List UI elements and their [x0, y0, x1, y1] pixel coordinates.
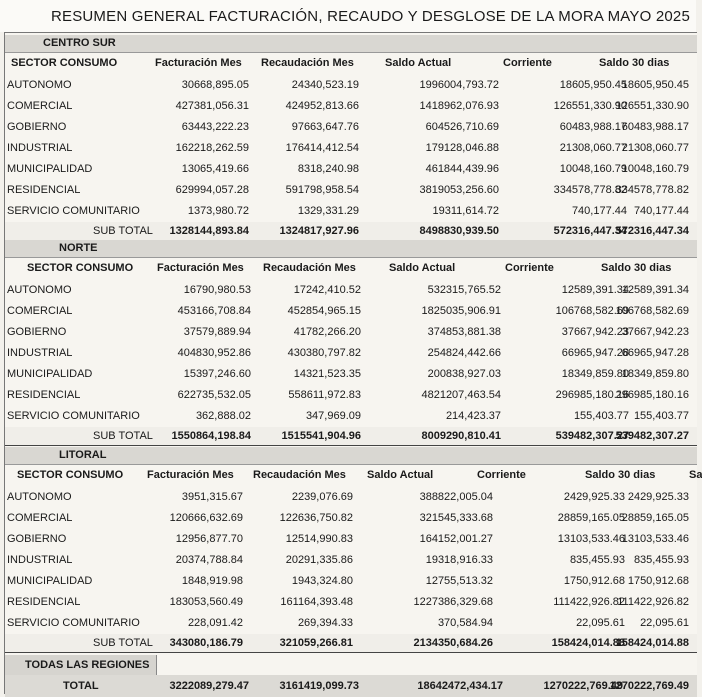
cell-value: 374853,881.38 [427, 326, 501, 338]
column-header: Saldo 30 dias [601, 262, 672, 274]
cell-value: 18349,859.80 [621, 368, 689, 380]
cell-value: 13103,533.46 [557, 533, 625, 545]
column-header-row [5, 53, 697, 73]
subtotal-row [5, 634, 697, 653]
sector-label: SERVICIO COMUNITARIO [7, 410, 140, 422]
subtotal-value: 1328144,893.84 [169, 225, 249, 237]
table-row [5, 201, 697, 222]
total-value: 3161419,099.73 [279, 680, 359, 692]
sector-label: GOBIERNO [7, 533, 67, 545]
cell-value: 453166,708.84 [177, 305, 251, 317]
cell-value: 126551,330.90 [553, 100, 627, 112]
sector-label: COMERCIAL [7, 100, 73, 112]
cell-value: 404830,952.86 [177, 347, 251, 359]
subtotal-value: 1550864,198.84 [171, 430, 251, 442]
table-row [5, 529, 697, 550]
cell-value: 1418962,076.93 [419, 100, 499, 112]
subtotal-value: 572316,447.34 [615, 225, 689, 237]
cell-value: 1329,331.29 [297, 205, 359, 217]
cell-value: 155,403.77 [573, 410, 629, 422]
cell-value: 269,394.33 [297, 617, 353, 629]
cell-value: 532315,765.52 [427, 284, 501, 296]
cell-value: 12589,391.34 [621, 284, 689, 296]
cell-value: 334578,778.82 [553, 184, 627, 196]
region-name: NORTE [59, 242, 98, 254]
cell-value: 164152,001.27 [419, 533, 493, 545]
subtotal-value: 343080,186.79 [169, 637, 243, 649]
column-header: Saldo Actual [385, 57, 452, 69]
cell-value: 1848,919.98 [181, 575, 243, 587]
subtotal-label: SUB TOTAL [93, 430, 153, 442]
cell-value: 427381,056.31 [175, 100, 249, 112]
column-header: Facturación Mes [157, 262, 244, 274]
table-row [5, 613, 697, 634]
cell-value: 1943,324.80 [291, 575, 353, 587]
sector-label: RESIDENCIAL [7, 389, 81, 401]
sector-label: MUNICIPALIDAD [7, 575, 93, 587]
cell-value: 740,177.44 [633, 205, 689, 217]
cell-value: 629994,057.28 [175, 184, 249, 196]
cell-value: 740,177.44 [571, 205, 627, 217]
cell-value: 296985,180.16 [555, 389, 629, 401]
table-row [5, 180, 697, 201]
sector-label: AUTONOMO [7, 79, 72, 91]
cell-value: 155,403.77 [633, 410, 689, 422]
cell-value: 214,423.37 [445, 410, 501, 422]
subtotal-value: 572316,447.34 [553, 225, 627, 237]
cell-value: 1996004,793.72 [419, 79, 499, 91]
cell-value: 591798,958.54 [285, 184, 359, 196]
cell-value: 28859,165.05 [557, 512, 625, 524]
report-table [4, 32, 702, 694]
cell-value: 176414,412.54 [285, 142, 359, 154]
sector-label: AUTONOMO [7, 491, 72, 503]
sector-label: AUTONOMO [7, 284, 72, 296]
cell-value: 1825035,906.91 [421, 305, 501, 317]
cell-value: 12514,990.83 [285, 533, 353, 545]
column-header: Facturación Mes [147, 469, 234, 481]
grand-total-row [5, 675, 697, 697]
cell-value: 20291,335.86 [285, 554, 353, 566]
region-header [5, 447, 697, 465]
cell-value: 16790,980.53 [183, 284, 251, 296]
cell-value: 66965,947.28 [621, 347, 689, 359]
cell-value: 622735,532.05 [177, 389, 251, 401]
region-header [5, 240, 697, 258]
cell-value: 1750,912.68 [563, 575, 625, 587]
cell-value: 835,455.93 [633, 554, 689, 566]
sector-label: INDUSTRIAL [7, 347, 73, 359]
subtotal-label: SUB TOTAL [93, 637, 153, 649]
cell-value: 370,584.94 [437, 617, 493, 629]
sector-label: MUNICIPALIDAD [7, 163, 93, 175]
cell-value: 37579,889.94 [183, 326, 251, 338]
cell-value: 2429,925.33 [563, 491, 625, 503]
subtotal-value: 8009290,810.41 [421, 430, 501, 442]
column-header: SECTOR CONSUMO [11, 57, 118, 69]
column-header: Saldo 30 dias [585, 469, 656, 481]
column-header: Recaudación Mes [253, 469, 346, 481]
cell-value: 60483,988.17 [621, 121, 689, 133]
cell-value: 10048,160.79 [559, 163, 627, 175]
subtotal-value: 2134350,684.26 [413, 637, 493, 649]
column-header: Corriente [503, 57, 552, 69]
cell-value: 452854,965.15 [287, 305, 361, 317]
all-regions-label: TODAS LAS REGIONES [5, 655, 157, 675]
cell-value: 63443,222.23 [181, 121, 249, 133]
column-header: Recaudación Mes [263, 262, 356, 274]
column-header: Facturación Mes [155, 57, 242, 69]
cell-value: 37667,942.23 [621, 326, 689, 338]
cell-value: 20374,788.84 [175, 554, 243, 566]
table-row [5, 280, 697, 301]
sector-label: SERVICIO COMUNITARIO [7, 617, 140, 629]
cell-value: 106768,582.69 [555, 305, 629, 317]
total-value: 1270222,769.49 [609, 680, 689, 692]
sector-label: GOBIERNO [7, 326, 67, 338]
cell-value: 430380,797.82 [287, 347, 361, 359]
column-header: Corriente [477, 469, 526, 481]
cell-value: 296985,180.16 [615, 389, 689, 401]
subtotal-value: 1324817,927.96 [279, 225, 359, 237]
cell-value: 97663,647.76 [291, 121, 359, 133]
table-row [5, 322, 697, 343]
cell-value: 12956,877.70 [175, 533, 243, 545]
column-header: Corriente [505, 262, 554, 274]
cell-value: 18605,950.45 [621, 79, 689, 91]
table-row [5, 138, 697, 159]
sector-label: RESIDENCIAL [7, 184, 81, 196]
cell-value: 179128,046.88 [425, 142, 499, 154]
cell-value: 347,969.09 [305, 410, 361, 422]
cell-value: 200838,927.03 [427, 368, 501, 380]
cell-value: 13103,533.46 [621, 533, 689, 545]
cell-value: 2429,925.33 [627, 491, 689, 503]
cell-value: 362,888.02 [195, 410, 251, 422]
sector-label: COMERCIAL [7, 305, 73, 317]
cell-value: 122636,750.82 [279, 512, 353, 524]
cell-value: 19311,614.72 [432, 205, 499, 217]
sector-label: MUNICIPALIDAD [7, 368, 93, 380]
table-row [5, 592, 697, 613]
sector-label: SERVICIO COMUNITARIO [7, 205, 140, 217]
table-row [5, 385, 697, 406]
cell-value: 14321,523.35 [293, 368, 361, 380]
cell-value: 12755,513.32 [425, 575, 493, 587]
cell-value: 3819053,256.60 [419, 184, 499, 196]
subtotal-value: 158424,014.88 [551, 637, 625, 649]
region-name: CENTRO SUR [43, 37, 116, 49]
cell-value: 19318,916.33 [425, 554, 493, 566]
sector-label: INDUSTRIAL [7, 142, 73, 154]
sector-label: INDUSTRIAL [7, 554, 73, 566]
cell-value: 111422,926.82 [617, 596, 689, 608]
table-row [5, 508, 697, 529]
region-name: LITORAL [59, 449, 107, 461]
subtotal-value: 8498830,939.50 [419, 225, 499, 237]
cell-value: 3951,315.67 [181, 491, 243, 503]
cell-value: 161164,393.48 [280, 596, 353, 608]
cell-value: 126551,330.90 [615, 100, 689, 112]
column-header-partial: Sa [689, 469, 702, 481]
cell-value: 22,095.61 [576, 617, 625, 629]
cell-value: 162218,262.59 [175, 142, 249, 154]
subtotal-value: 539482,307.27 [555, 430, 629, 442]
cell-value: 60483,988.17 [559, 121, 627, 133]
region-header [5, 35, 697, 53]
cell-value: 183053,560.49 [169, 596, 243, 608]
cell-value: 28859,165.05 [621, 512, 689, 524]
cell-value: 111422,926.82 [553, 596, 625, 608]
subtotal-row [5, 222, 697, 241]
table-row [5, 75, 697, 96]
cell-value: 254824,442.66 [427, 347, 501, 359]
sector-label: RESIDENCIAL [7, 596, 81, 608]
column-header: Saldo Actual [367, 469, 434, 481]
cell-value: 388822,005.04 [419, 491, 493, 503]
table-row [5, 550, 697, 571]
cell-value: 558611,972.83 [288, 389, 361, 401]
cell-value: 22,095.61 [640, 617, 689, 629]
cell-value: 424952,813.66 [285, 100, 359, 112]
cell-value: 21308,060.77 [621, 142, 689, 154]
column-header: SECTOR CONSUMO [27, 262, 134, 274]
table-row [5, 159, 697, 180]
table-row [5, 343, 697, 364]
subtotal-label: SUB TOTAL [93, 225, 153, 237]
cell-value: 18605,950.45 [559, 79, 627, 91]
cell-value: 66965,947.28 [561, 347, 629, 359]
cell-value: 604526,710.69 [425, 121, 499, 133]
cell-value: 37667,942.23 [561, 326, 629, 338]
total-value: 1270222,769.49 [543, 680, 623, 692]
total-value: 3222089,279.47 [169, 680, 249, 692]
cell-value: 30668,895.05 [181, 79, 249, 91]
subtotal-value: 1515541,904.96 [281, 430, 361, 442]
subtotal-value: 158424,014.88 [615, 637, 689, 649]
cell-value: 12589,391.34 [561, 284, 629, 296]
cell-value: 41782,266.20 [293, 326, 361, 338]
cell-value: 18349,859.80 [561, 368, 629, 380]
table-row [5, 487, 697, 508]
cell-value: 4821207,463.54 [421, 389, 501, 401]
column-header: Recaudación Mes [261, 57, 354, 69]
cell-value: 1227386,329.68 [413, 596, 493, 608]
sector-label: COMERCIAL [7, 512, 73, 524]
subtotal-value: 539482,307.27 [615, 430, 689, 442]
sector-label: GOBIERNO [7, 121, 67, 133]
table-row [5, 96, 697, 117]
cell-value: 2239,076.69 [291, 491, 353, 503]
cell-value: 1750,912.68 [627, 575, 689, 587]
cell-value: 228,091.42 [187, 617, 243, 629]
cell-value: 13065,419.66 [181, 163, 249, 175]
column-header-row [5, 465, 702, 485]
cell-value: 10048,160.79 [621, 163, 689, 175]
column-header: SECTOR CONSUMO [17, 469, 124, 481]
column-header-row [5, 258, 697, 278]
cell-value: 106768,582.69 [615, 305, 689, 317]
page-title: RESUMEN GENERAL FACTURACIÓN, RECAUDO Y DESGLOSE DE LA MORA MAYO 2025 [0, 0, 696, 32]
cell-value: 15397,246.60 [183, 368, 251, 380]
cell-value: 321545,333.68 [419, 512, 493, 524]
table-row [5, 406, 697, 427]
table-row [5, 571, 697, 592]
total-label: TOTAL [63, 680, 99, 692]
total-value: 18642472,434.17 [417, 680, 503, 692]
cell-value: 17242,410.52 [293, 284, 361, 296]
cell-value: 8318,240.98 [297, 163, 359, 175]
cell-value: 835,455.93 [569, 554, 625, 566]
cell-value: 21308,060.77 [559, 142, 627, 154]
cell-value: 334578,778.82 [615, 184, 689, 196]
column-header: Saldo 30 dias [599, 57, 670, 69]
table-row [5, 301, 697, 322]
subtotal-row [5, 427, 697, 446]
column-header: Saldo Actual [389, 262, 456, 274]
cell-value: 1373,980.72 [187, 205, 249, 217]
table-row [5, 364, 697, 385]
table-row [5, 117, 697, 138]
cell-value: 120666,632.69 [169, 512, 243, 524]
subtotal-value: 321059,266.81 [279, 637, 353, 649]
cell-value: 461844,439.96 [425, 163, 499, 175]
cell-value: 24340,523.19 [291, 79, 359, 91]
